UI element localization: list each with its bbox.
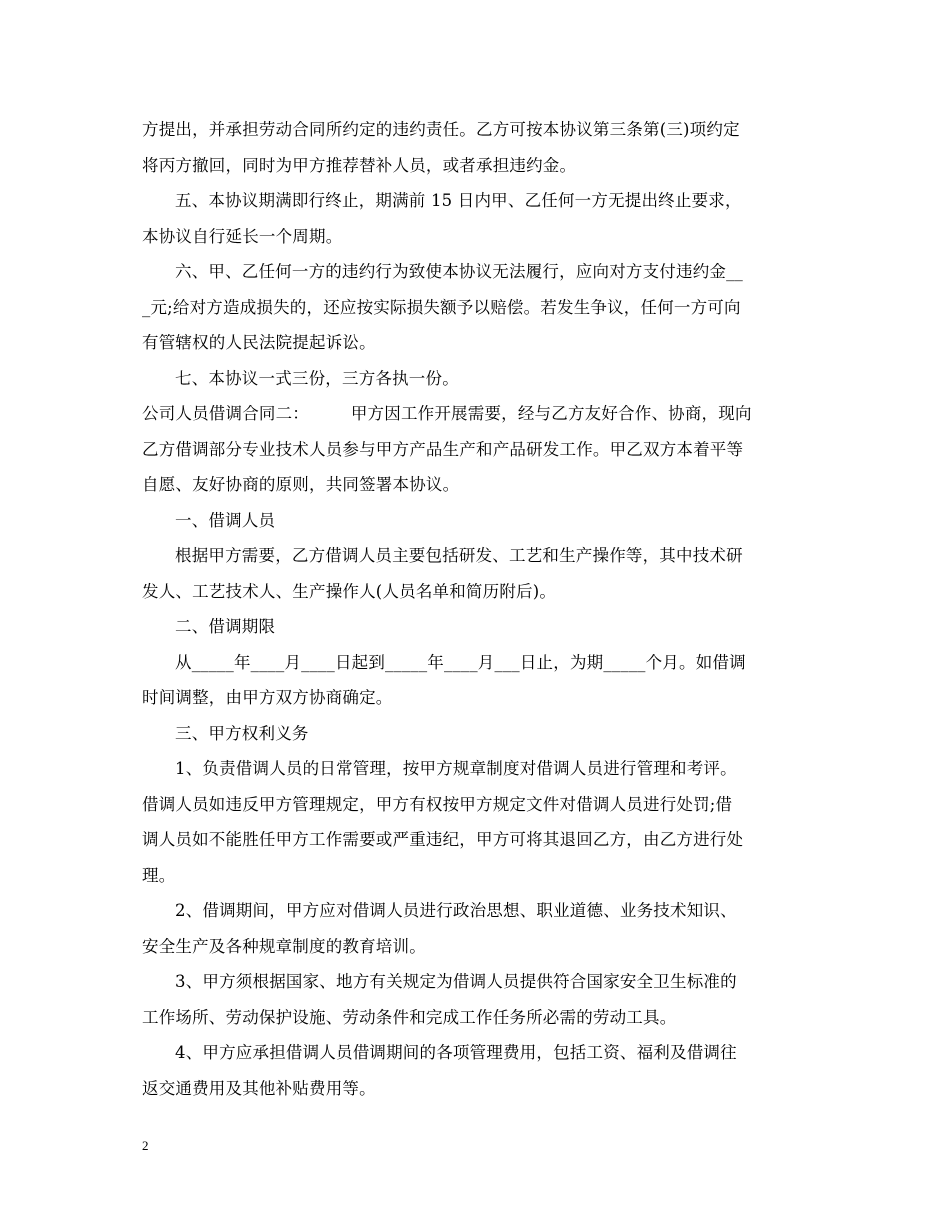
text-line: 时间调整，由甲方双方协商确定。 — [142, 688, 393, 707]
text-line: 一、借调人员 — [175, 510, 276, 530]
text-line: 从_____年____月____日起到_____年____月___日止，为期_____个月。如借调 — [175, 652, 746, 672]
text-line: 4、甲方应承担借调人员借调期间的各项管理费用，包括工资、福利及借调往 — [175, 1043, 737, 1062]
text-line: 1、负责借调人员的日常管理，按甲方规章制度对借调人员进行管理和考评。 — [175, 759, 737, 778]
document-body — [142, 112, 810, 1106]
text-line: 二、借调期限 — [175, 617, 276, 636]
text-line: 方提出，并承担劳动合同所约定的违约责任。乙方可按本协议第三条第(三)项约定 — [142, 120, 740, 139]
text-line: 发人、工艺技术人、生产操作人(人员名单和简历附后)。 — [142, 581, 557, 601]
text-line: 将丙方撤回，同时为甲方推荐替补人员，或者承担违约金。 — [142, 155, 577, 175]
text-line: 返交通费用及其他补贴费用等。 — [142, 1078, 376, 1098]
text-line: _元;给对方造成损失的，还应按实际损失额予以赔偿。若发生争议，任何一方可向 — [142, 297, 741, 317]
text-line: 自愿、友好协商的原则，共同签署本协议。 — [142, 475, 460, 494]
page-number: 2 — [142, 1138, 149, 1153]
text-line: 公司人员借调合同二： 甲方因工作开展需要，经与乙方友好合作、协商，现向 — [142, 404, 752, 423]
text-line: 调人员如不能胜任甲方工作需要或严重违纪，甲方可将其退回乙方，由乙方进行处 — [142, 830, 744, 849]
text-line: 2、借调期间，甲方应对借调人员进行政治思想、职业道德、业务技术知识、 — [175, 901, 737, 920]
text-line: 本协议自行延长一个周期。 — [142, 226, 343, 246]
text-line: 乙方借调部分专业技术人员参与甲方产品生产和产品研发工作。甲乙双方本着平等 — [142, 439, 744, 459]
text-line: 工作场所、劳动保护设施、劳动条件和完成工作任务所必需的劳动工具。 — [142, 1007, 677, 1027]
text-line: 七、本协议一式三份，三方各执一份。 — [175, 368, 459, 388]
text-line: 理。 — [142, 865, 176, 885]
text-line: 3、甲方须根据国家、地方有关规定为借调人员提供符合国家安全卫生标准的 — [175, 972, 737, 991]
text-line: 安全生产及各种规章制度的教育培训。 — [142, 936, 426, 956]
text-line: 三、甲方权利义务 — [175, 723, 309, 743]
text-line: 有管辖权的人民法院提起诉讼。 — [142, 333, 376, 352]
text-line: 根据甲方需要，乙方借调人员主要包括研发、工艺和生产操作等，其中技术研 — [175, 546, 743, 565]
text-line: 六、甲、乙任何一方的违约行为致使本协议无法履行，应向对方支付违约金__ — [175, 262, 743, 281]
text-line: 五、本协议期满即行终止，期满前 15 日内甲、乙任何一方无提出终止要求， — [175, 191, 742, 210]
text-line: 借调人员如违反甲方管理规定，甲方有权按甲方规定文件对借调人员进行处罚;借 — [142, 794, 733, 814]
